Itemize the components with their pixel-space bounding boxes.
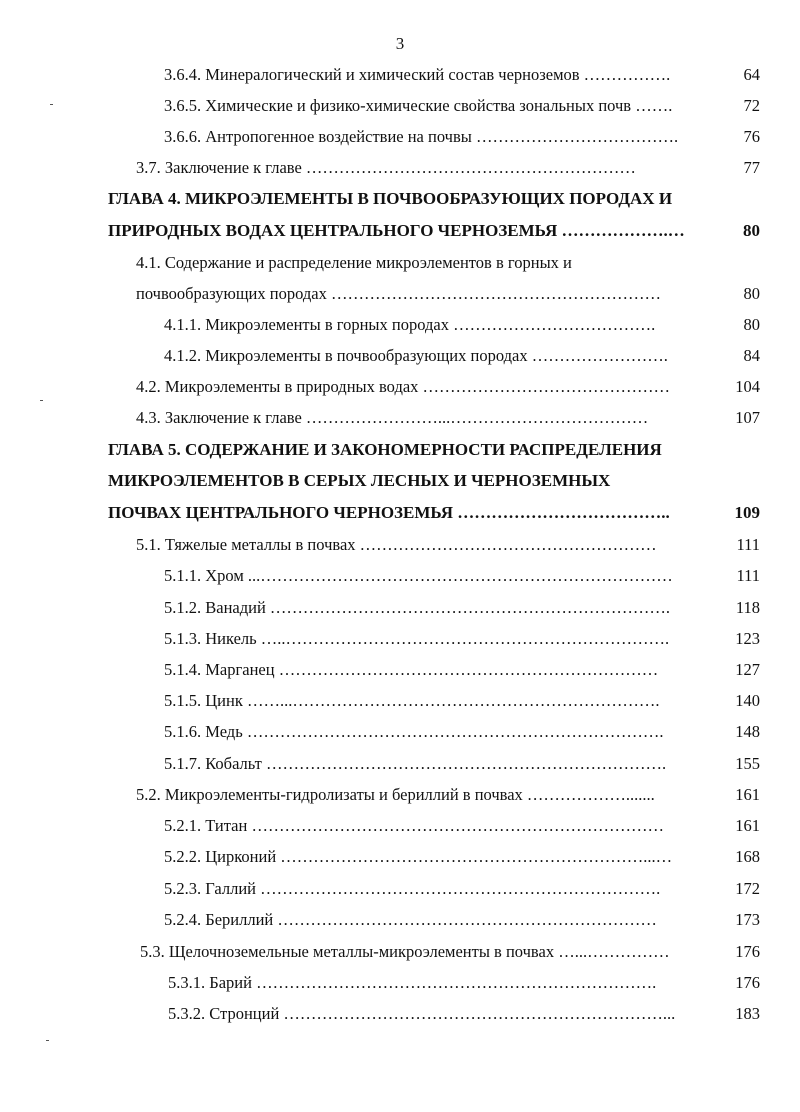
toc-entry-title: 5.1.1. Хром ...………………………………………………………………… [164,566,673,585]
toc-entry-4-1-line-2 [0,279,800,309]
toc-entry-title: 5.1.2. Ванадий ………………………………………………………………. [164,598,671,617]
toc-entry-title: 4.3. Заключение к главе ……………………...……………………………… [136,408,649,427]
toc-entry-page: 80 [743,221,760,240]
toc-entry-page: 84 [743,346,760,365]
toc-entry-title: 5.1.6. Медь …………………………………………………………………. [164,722,664,741]
toc-entry-5-1-5 [0,686,800,716]
toc-entry-title: 5.1.3. Никель …..……………………………………………………………. [164,629,670,648]
toc-entry-page: 104 [735,377,760,396]
toc-entry-title: 4.1.2. Микроэлементы в почвообразующих породах ……………………. [164,346,668,365]
toc-entry-5-2-3 [0,874,800,904]
toc-entry-page: 80 [743,315,760,334]
toc-entry-5-2-1 [0,811,800,841]
toc-entry-page: 127 [735,660,760,679]
toc-entry-page: 176 [735,973,760,992]
scan-speck [40,400,43,401]
toc-entry-5-2 [0,780,800,810]
toc-entry-4-3 [0,403,800,433]
toc-entry-4-2 [0,372,800,402]
toc-entry-page: 111 [736,566,760,585]
toc-entry-title: 5.1.4. Марганец …………………………………………………………… [164,660,659,679]
toc-entry-title: 4.1. Содержание и распределение микроэлементов в горных и [136,253,572,272]
toc-entry-5-1-1 [0,561,800,591]
toc-entry-5-1-3 [0,624,800,654]
toc-entry-page: 107 [735,408,760,427]
toc-entry-title: 5.1.5. Цинк ……...…………………………………………………………. [164,691,660,710]
toc-entry-title: 5.3.1. Барий ………………………………………………………………. [168,973,657,992]
toc-entry-5-1-6 [0,717,800,747]
toc-entry-4-1-line-1 [0,248,800,278]
toc-entry-5-1-2 [0,593,800,623]
toc-entry-page: 183 [735,1004,760,1023]
toc-entry-page: 140 [735,691,760,710]
toc-entry-title: 4.2. Микроэлементы в природных водах ……………………………………… [136,377,671,396]
toc-entry-5-3-2 [0,999,800,1029]
toc-entry-page: 109 [734,503,760,522]
toc-entry-page: 176 [735,942,760,961]
chapter-5-heading: ГЛАВА 5. СОДЕРЖАНИЕ И ЗАКОНОМЕРНОСТИ РАСПРЕДЕЛЕНИЯ [108,440,662,459]
toc-entry-5-1-7 [0,749,800,779]
toc-entry-title: 5.3. Щелочноземельные металлы-микроэлементы в почвах …...…………… [140,942,670,961]
toc-entry-5-2-4 [0,905,800,935]
toc-entry-title: 3.6.6. Антропогенное воздействие на почвы ………………………………. [164,127,679,146]
toc-entry-5-1-4 [0,655,800,685]
toc-entry-page: 72 [743,96,760,115]
toc-entry-page: 173 [735,910,760,929]
chapter-5-heading-line-3 [0,498,800,528]
toc-entry-5-3 [0,937,800,967]
chapter-4-heading-line-1 [0,184,800,214]
toc-entry-title: 4.1.1. Микроэлементы в горных породах ………………………………. [164,315,656,334]
chapter-4-heading-line-2 [0,216,800,246]
toc-entry-page: 80 [743,284,760,303]
toc-entry-3-6-5 [0,91,800,121]
toc-entry-5-2-2 [0,842,800,872]
chapter-5-heading-line-2 [0,466,800,496]
toc-entry-3-6-6 [0,122,800,152]
toc-entry-page: 148 [735,722,760,741]
scan-speck [50,104,53,105]
chapter-5-heading: ПОЧВАХ ЦЕНТРАЛЬНОГО ЧЕРНОЗЕМЬЯ ……………………………….. [108,503,670,522]
toc-entry-page: 77 [743,158,760,177]
toc-entry-title: 5.1.7. Кобальт ………………………………………………………………. [164,754,667,773]
chapter-4-heading: ГЛАВА 4. МИКРОЭЛЕМЕНТЫ В ПОЧВООБРАЗУЮЩИХ ПОРОДАХ И [108,189,673,208]
toc-entry-3-6-4 [0,60,800,90]
toc-entry-title: 5.2.4. Бериллий …………………………………………………………… [164,910,657,929]
toc-entry-page: 123 [735,629,760,648]
toc-entry-title: 5.2.3. Галлий ………………………………………………………………. [164,879,661,898]
toc-entry-5-3-1 [0,968,800,998]
toc-entry-4-1-2 [0,341,800,371]
chapter-5-heading: МИКРОЭЛЕМЕНТОВ В СЕРЫХ ЛЕСНЫХ И ЧЕРНОЗЕМНЫХ [108,471,611,490]
scan-speck [46,1040,49,1041]
chapter-4-heading: ПРИРОДНЫХ ВОДАХ ЦЕНТРАЛЬНОГО ЧЕРНОЗЕМЬЯ ……………….… [108,221,685,240]
toc-entry-title: 3.6.4. Минералогический и химический состав черноземов ……………. [164,65,671,84]
toc-entry-page: 161 [735,816,760,835]
toc-entry-page: 111 [736,535,760,554]
toc-entry-title: почвообразующих породах …………………………………………………… [136,284,661,303]
toc-entry-title: 5.2.1. Титан ………………………………………………………………… [164,816,664,835]
toc-entry-5-1 [0,530,800,560]
toc-entry-title: 5.3.2. Стронций ……………………………………………………………... [168,1004,676,1023]
toc-entry-3-7 [0,153,800,183]
toc-entry-page: 155 [735,754,760,773]
toc-entry-page: 172 [735,879,760,898]
toc-entry-page: 64 [743,65,760,84]
toc-entry-title: 5.2.2. Цирконий …………………………………………………………...… [164,847,673,866]
toc-entry-page: 118 [735,598,760,617]
page-number: 3 [395,34,405,53]
chapter-5-heading-line-1 [0,435,800,465]
toc-entry-page: 161 [735,785,760,804]
toc-entry-4-1-1 [0,310,800,340]
toc-entry-title: 3.7. Заключение к главе …………………………………………………… [136,158,636,177]
toc-entry-title: 5.1. Тяжелые металлы в почвах ……………………………………………… [136,535,657,554]
toc-entry-title: 3.6.5. Химические и физико-химические свойства зональных почв ……. [164,96,673,115]
toc-entry-page: 168 [735,847,760,866]
toc-entry-title: 5.2. Микроэлементы-гидролизаты и бериллий в почвах ………………....... [136,785,655,804]
toc-entry-page: 76 [743,127,760,146]
